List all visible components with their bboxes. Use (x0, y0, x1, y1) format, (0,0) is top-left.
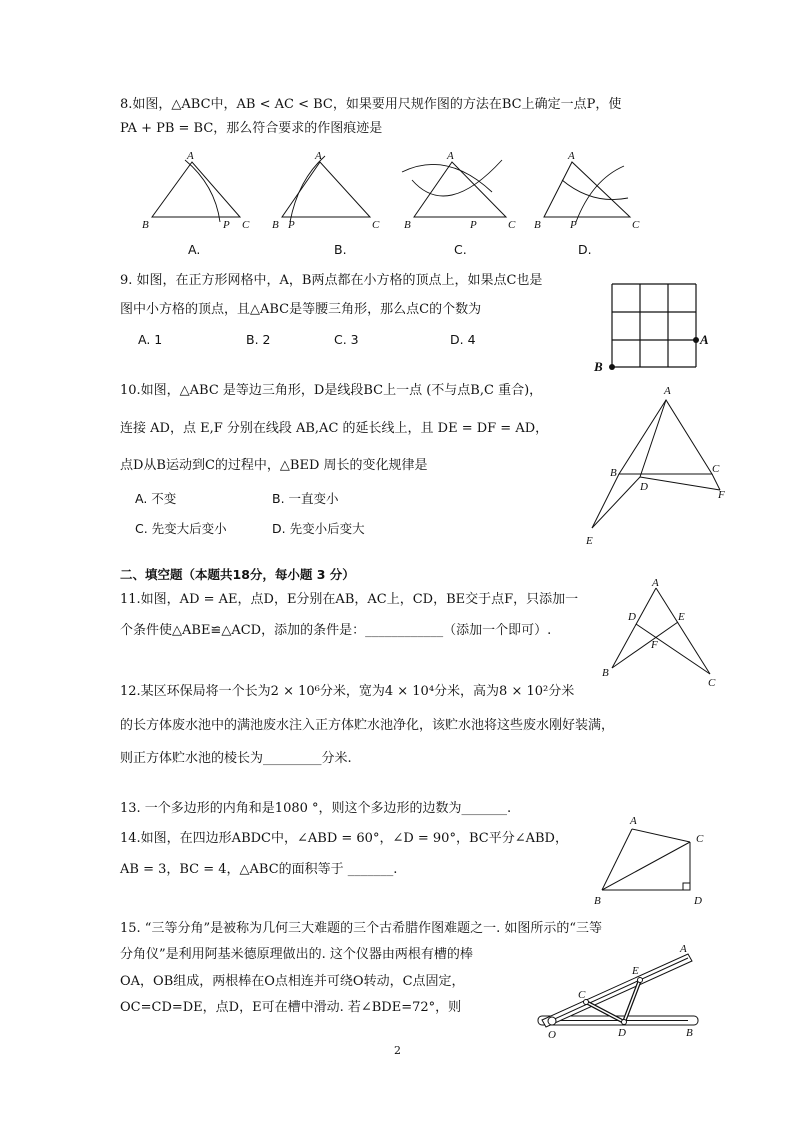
q9-option-d: D. 4 (450, 332, 476, 347)
svg-text:A: A (652, 577, 659, 589)
q8-figure-d (534, 150, 640, 231)
svg-text:B: B (610, 467, 617, 479)
svg-text:A: A (187, 150, 194, 162)
q13-line1: 13. 一个多边形的内角和是1080 °，则这个多边形的边数为_______. (120, 801, 512, 816)
svg-text:D: D (618, 1027, 626, 1039)
svg-text:E: E (632, 965, 639, 977)
q8-option-c: C. (454, 242, 467, 257)
svg-text:C: C (508, 219, 516, 231)
svg-text:P: P (223, 219, 230, 231)
svg-text:B: B (594, 359, 603, 374)
svg-text:F: F (651, 639, 658, 651)
svg-text:P: P (570, 219, 577, 231)
q8-figure-c (402, 150, 516, 231)
q10-line1: 10.如图，△ABC 是等边三角形，D是线段BC上一点 (不与点B,C 重合)， (120, 383, 543, 398)
svg-text:A: A (568, 150, 575, 162)
q8-option-a: A. (188, 242, 201, 257)
svg-text:A: A (447, 150, 454, 162)
q10-figure (584, 380, 734, 550)
q9-line2: 图中小方格的顶点，且△ABC是等腰三角形，那么点C的个数为 (120, 302, 482, 317)
svg-text:O: O (548, 1029, 556, 1041)
svg-text:E: E (586, 535, 593, 547)
q9-option-c: C. 3 (334, 332, 359, 347)
q10-line3: 点D从B运动到C的过程中，△BED 周长的变化规律是 (120, 458, 428, 473)
svg-text:C: C (578, 989, 586, 1001)
svg-text:C: C (242, 219, 250, 231)
q8-line1: 8.如图，△ABC中，AB < AC < BC，如果要用尺规作图的方法在BC上确定一点P，使 (120, 97, 622, 112)
svg-text:A: A (664, 385, 671, 397)
q11-figure (600, 576, 730, 688)
q8-figure-a (142, 150, 250, 231)
q8-figures (140, 150, 640, 240)
svg-text:D: D (694, 895, 702, 907)
svg-text:C: C (632, 219, 640, 231)
q8-figure-b (272, 150, 380, 231)
svg-text:B: B (602, 667, 609, 679)
svg-text:A: A (680, 943, 687, 955)
q8-line2: PA + PB = BC，那么符合要求的作图痕迹是 (120, 121, 383, 136)
q15-trisector-figure (528, 940, 708, 1040)
svg-text:C: C (712, 463, 720, 475)
svg-text:E: E (678, 611, 685, 623)
q14-line1: 14.如图，在四边形ABDC中，∠ABD = 60°，∠D = 90°，BC平分∠ABD， (120, 831, 568, 846)
svg-text:C: C (372, 219, 380, 231)
q9-line1: 9. 如图，在正方形网格中，A，B两点都在小方格的顶点上，如果点C也是 (120, 273, 543, 288)
q12-line2: 的长方体废水池中的满池废水注入正方体贮水池净化，该贮水池将这些废水刚好装满， (120, 718, 615, 733)
q15-line4: OC=CD=DE，点D，E可在槽中滑动. 若∠BDE=72°，则 (120, 1000, 462, 1015)
q9-option-b: B. 2 (246, 332, 271, 347)
q11-line2: 个条件使△ABE≌△ACD，添加的条件是：____________（添加一个即可）. (120, 623, 552, 638)
q10-option-d: D. 先变小后变大 (272, 521, 365, 536)
q15-line1: 15. “三等分角”是被称为几何三大难题的三个古希腊作图难题之一. 如图所示的“三等 (120, 921, 603, 936)
svg-text:D: D (628, 611, 636, 623)
svg-text:P: P (288, 219, 295, 231)
svg-text:D: D (640, 481, 648, 493)
svg-text:B: B (594, 895, 601, 907)
svg-text:A: A (700, 332, 709, 347)
q10-option-b: B. 一直变小 (272, 491, 339, 506)
q9-option-a: A. 1 (138, 332, 163, 347)
svg-text:B: B (404, 219, 411, 231)
q14-line2: AB = 3，BC = 4，△ABC的面积等于 _______. (120, 862, 398, 877)
q14-figure (592, 812, 722, 912)
q10-line2: 连接 AD，点 E,F 分别在线段 AB,AC 的延长线上，且 DE = DF = AD， (120, 421, 549, 436)
svg-text:P: P (470, 219, 477, 231)
q8-option-b: B. (334, 242, 347, 257)
q8-option-d: D. (578, 242, 592, 257)
q11-line1: 11.如图，AD = AE，点D，E分别在AB，AC上，CD，BE交于点F，只添加一 (120, 592, 579, 607)
q15-line2: 分角仪”是利用阿基米德原理做出的. 这个仪器由两根有槽的棒 (120, 947, 473, 962)
q9-grid-figure (592, 282, 722, 377)
q10-option-a: A. 不变 (135, 491, 177, 506)
svg-text:B: B (534, 219, 541, 231)
page-number: 2 (394, 1044, 401, 1057)
svg-text:C: C (696, 833, 704, 845)
q10-option-c: C. 先变大后变小 (135, 521, 227, 536)
svg-text:F: F (718, 489, 725, 501)
section2-title: 二、填空题（本题共18分，每小题 3 分） (120, 567, 355, 582)
q15-line3: OA，OB组成，两根棒在O点相连并可绕O转动，C点固定， (120, 974, 465, 989)
q12-line3: 则正方体贮水池的棱长为_________分米. (120, 751, 352, 766)
svg-text:B: B (686, 1027, 693, 1039)
svg-text:C: C (708, 677, 716, 689)
svg-text:A: A (630, 815, 637, 827)
q12-line1: 12.某区环保局将一个长为2 × 10⁶分米，宽为4 × 10⁴分米，高为8 × 10²分米 (120, 684, 575, 699)
svg-text:B: B (142, 219, 149, 231)
svg-text:A: A (315, 150, 322, 162)
svg-text:B: B (272, 219, 279, 231)
